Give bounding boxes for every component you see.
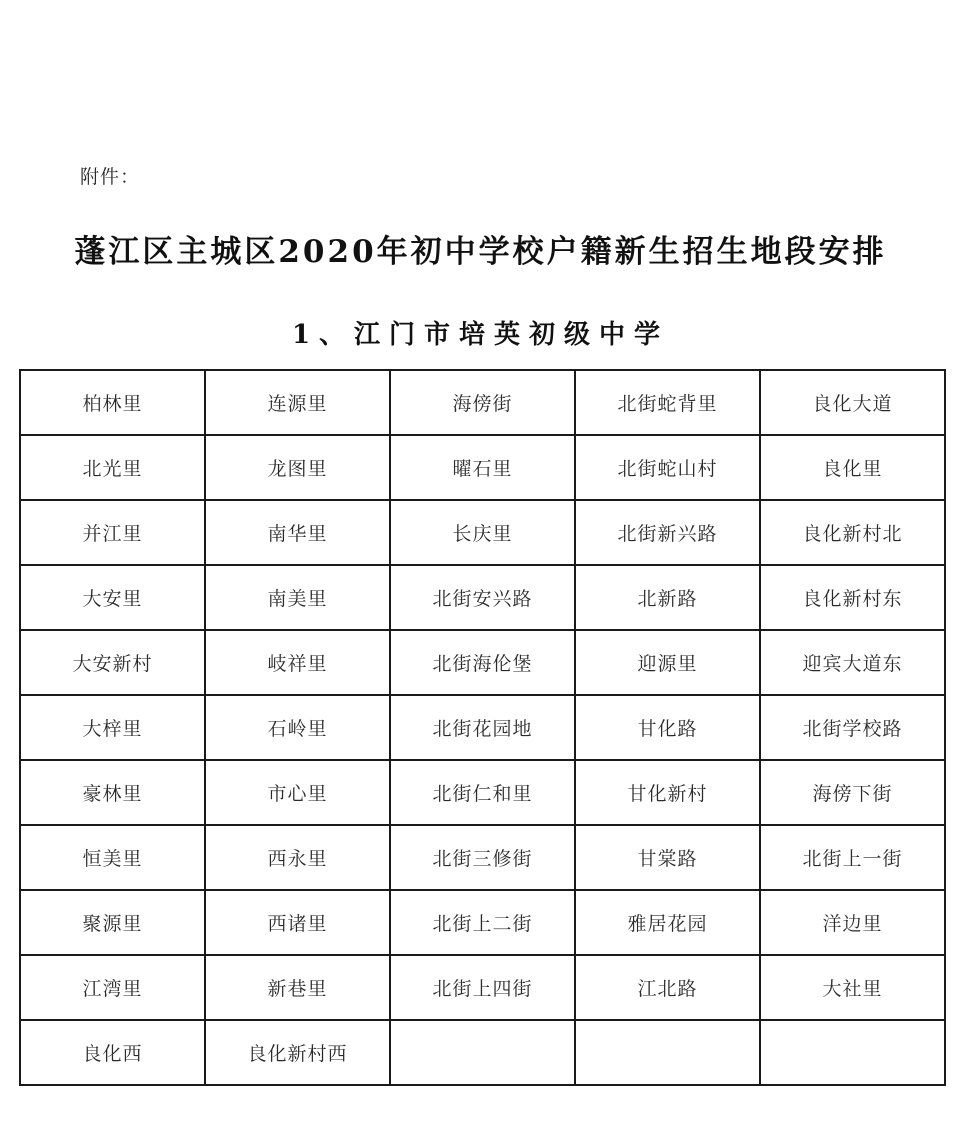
table-cell: 江北路 (575, 955, 760, 1020)
table-row (20, 695, 945, 760)
table-cell: 恒美里 (20, 825, 205, 890)
table-cell: 龙图里 (205, 435, 390, 500)
table-cell: 良化西 (20, 1020, 205, 1085)
table-cell: 甘化路 (575, 695, 760, 760)
table-cell: 豪林里 (20, 760, 205, 825)
table-cell: 良化大道 (760, 370, 945, 435)
table-cell: 甘棠路 (575, 825, 760, 890)
table-cell: 曜石里 (390, 435, 575, 500)
table-cell: 迎宾大道东 (760, 630, 945, 695)
table-cell: 大安里 (20, 565, 205, 630)
table-cell: 北街上四街 (390, 955, 575, 1020)
table-cell: 北街学校路 (760, 695, 945, 760)
table-cell: 北街上二街 (390, 890, 575, 955)
table-cell: 良化里 (760, 435, 945, 500)
table-cell: 江湾里 (20, 955, 205, 1020)
table-cell: 柏林里 (20, 370, 205, 435)
table-cell: 海傍下街 (760, 760, 945, 825)
table-cell: 北光里 (20, 435, 205, 500)
table-cell-empty (575, 1020, 760, 1085)
table-cell: 洋边里 (760, 890, 945, 955)
table-cell: 大梓里 (20, 695, 205, 760)
table-cell: 市心里 (205, 760, 390, 825)
table-cell: 聚源里 (20, 890, 205, 955)
table-cell: 北街蛇背里 (575, 370, 760, 435)
table-cell: 北街上一街 (760, 825, 945, 890)
table-row (20, 435, 945, 500)
attachment-label: 附件： (80, 166, 141, 188)
document-title: 蓬江区主城区2020年初中学校户籍新生招生地段安排 (74, 234, 887, 270)
table-row (20, 890, 945, 955)
table-cell: 雅居花园 (575, 890, 760, 955)
table-cell: 新巷里 (205, 955, 390, 1020)
table-row (20, 565, 945, 630)
table-cell: 长庆里 (390, 500, 575, 565)
table-cell: 迎源里 (575, 630, 760, 695)
table-cell: 连源里 (205, 370, 390, 435)
table-cell-empty (760, 1020, 945, 1085)
section-title: 1、江门市培英初级中学 (291, 320, 670, 350)
table-cell: 北街三修街 (390, 825, 575, 890)
table-cell: 良化新村北 (760, 500, 945, 565)
table-row (20, 955, 945, 1020)
table-cell: 石岭里 (205, 695, 390, 760)
table-cell: 南美里 (205, 565, 390, 630)
table-cell: 良化新村西 (205, 1020, 390, 1085)
table-cell: 北街蛇山村 (575, 435, 760, 500)
table-cell: 海傍街 (390, 370, 575, 435)
table-cell: 大社里 (760, 955, 945, 1020)
table-cell: 北街新兴路 (575, 500, 760, 565)
table-row (20, 630, 945, 695)
table-cell: 大安新村 (20, 630, 205, 695)
table-cell: 北街花园地 (390, 695, 575, 760)
table-cell: 北街安兴路 (390, 565, 575, 630)
table-row (20, 1020, 945, 1085)
table-cell: 良化新村东 (760, 565, 945, 630)
table-cell: 北街仁和里 (390, 760, 575, 825)
table-cell: 北街海伦堡 (390, 630, 575, 695)
table-cell: 西诸里 (205, 890, 390, 955)
table-cell: 并江里 (20, 500, 205, 565)
table-cell: 西永里 (205, 825, 390, 890)
table-row (20, 825, 945, 890)
table-row (20, 760, 945, 825)
address-table (19, 369, 946, 1086)
table-row (20, 370, 945, 435)
table-cell-empty (390, 1020, 575, 1085)
table-cell: 北新路 (575, 565, 760, 630)
table-cell: 甘化新村 (575, 760, 760, 825)
table-cell: 岐祥里 (205, 630, 390, 695)
table-row (20, 500, 945, 565)
table-cell: 南华里 (205, 500, 390, 565)
